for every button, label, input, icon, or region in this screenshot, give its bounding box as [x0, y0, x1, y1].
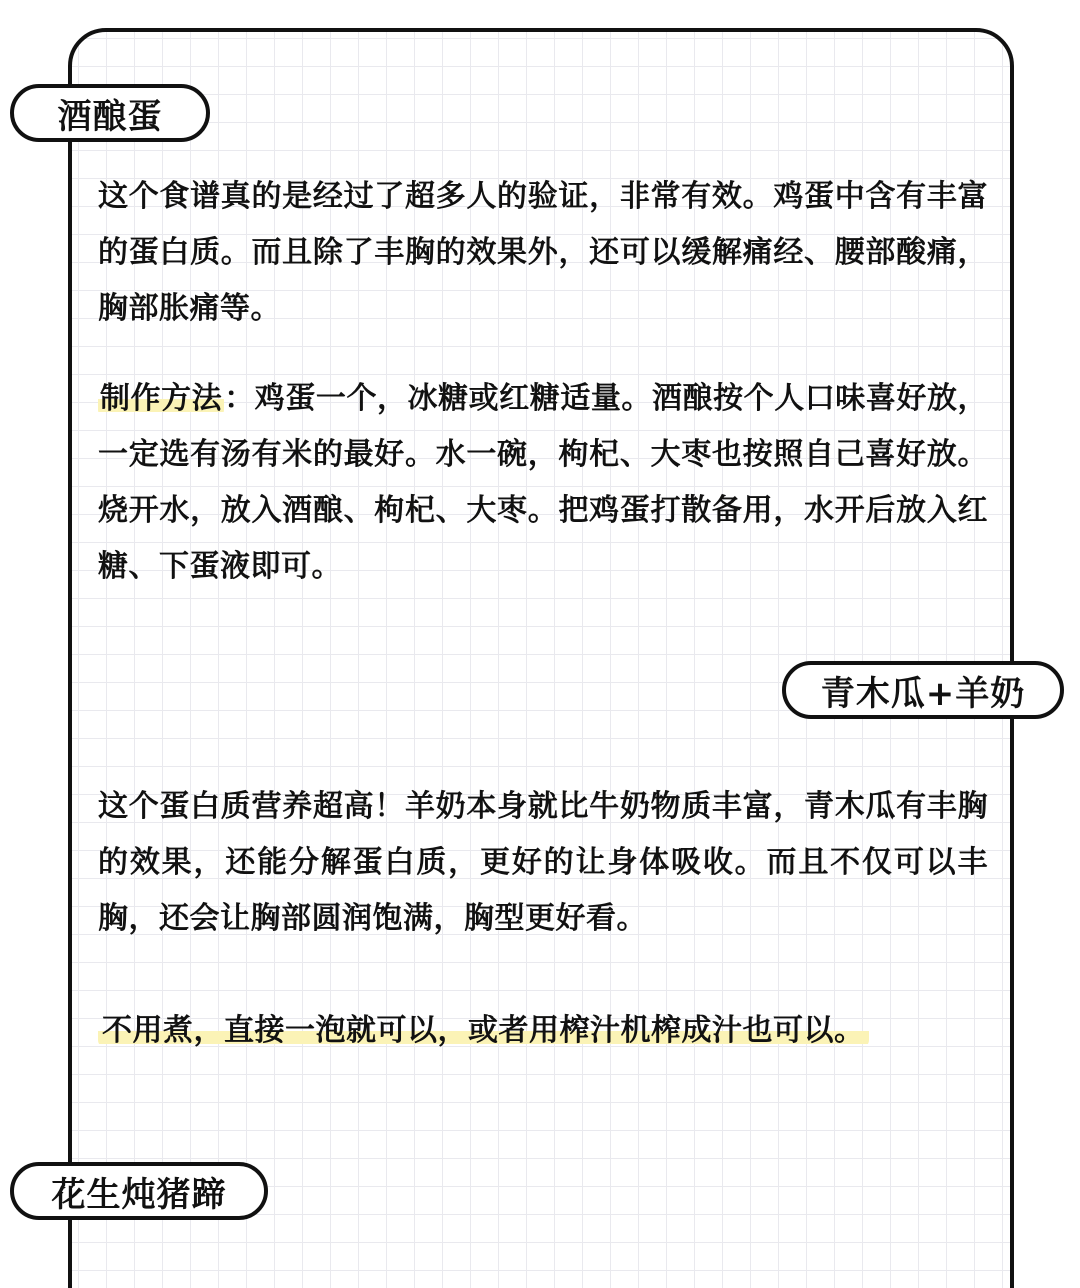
- section-title-label: 酒酿蛋: [57, 96, 163, 137]
- section-title-jiuniang-egg: [10, 84, 210, 142]
- jiuniang-egg-method: [98, 371, 988, 595]
- papaya-goat-milk-note: [98, 1003, 988, 1059]
- jiuniang-egg-intro: 这个食谱真的是经过了超多人的验证，非常有效。鸡蛋中含有丰富的蛋白质。而且除了丰胸的效果外，还可以缓解痛经、腰部酸痛，胸部胀痛等。: [98, 179, 988, 326]
- method-text: 鸡蛋一个，冰糖或红糖适量。酒酿按个人口味喜好放，一定选有汤有米的最好。水一碗，枸杞、大枣也按照自己喜好放。烧开水，放入酒酿、枸杞、大枣。把鸡蛋打散备用，水开后放入红糖、下蛋液即可。: [98, 381, 989, 584]
- method-label-highlight: 制作方法: [100, 381, 223, 416]
- section-title-label: 青木瓜+羊奶: [820, 673, 1026, 714]
- section-title-label: 花生炖猪蹄: [51, 1174, 227, 1215]
- method-separator: ：: [224, 381, 255, 416]
- note-highlight: 不用煮，直接一泡就可以，或者用榨汁机榨成汁也可以。: [98, 1013, 869, 1048]
- papaya-goat-milk-intro: 这个蛋白质营养超高！羊奶本身就比牛奶物质丰富，青木瓜有丰胸的效果，还能分解蛋白质，更好的让身体吸收。而且不仅可以丰胸，还会让胸部圆润饱满，胸型更好看。: [98, 789, 988, 936]
- section-title-papaya-goat-milk: [782, 661, 1064, 719]
- section-title-peanut-pig-trotter: [10, 1162, 268, 1220]
